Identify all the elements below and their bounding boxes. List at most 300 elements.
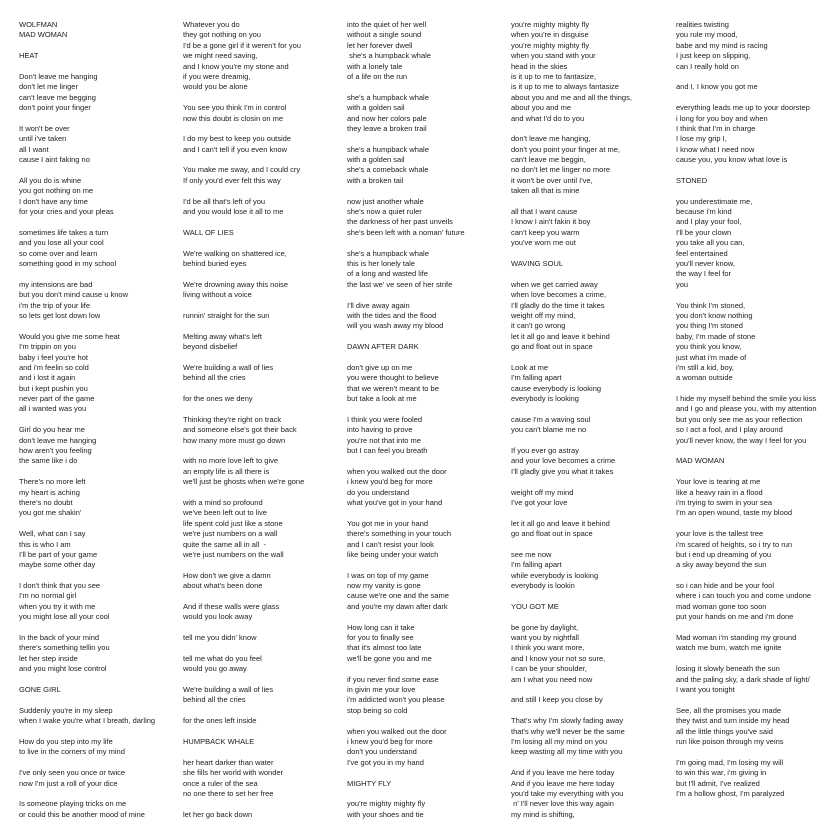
blank-line <box>676 165 840 175</box>
lyric-line: There's no more left <box>19 477 86 487</box>
lyric-line: don't give up on me <box>347 362 413 372</box>
song-title: WALL OF LIES <box>183 227 234 237</box>
song-title: DAWN AFTER DARK <box>347 342 419 352</box>
lyric-line: this is who I am <box>19 539 71 549</box>
blank-line <box>183 321 351 331</box>
lyric-line: when we get carried away <box>511 279 598 289</box>
lyric-line: i knew you'd beg for more <box>347 736 433 746</box>
blank-line <box>347 716 515 726</box>
lyric-line: about what's been done <box>183 581 263 591</box>
lyric-line: but i end up dreaming of you <box>676 549 772 559</box>
lyric-line: never part of the game <box>19 394 95 404</box>
lyric-line: you'll never know, the way I feel for you <box>676 435 807 445</box>
lyric-line: with your shoes and tie <box>347 809 424 819</box>
lyric-line: I hide my myself behind the smile you kiss <box>676 394 817 404</box>
lyric-line: with a lonely tale <box>347 61 403 71</box>
blank-line <box>19 321 187 331</box>
lyric-line: so lets get lost down low <box>19 310 101 320</box>
lyric-line: you got me shakin' <box>19 508 82 518</box>
lyric-line: and I know you're my stone and <box>183 61 289 71</box>
lyric-line: I think that I'm in charge <box>676 123 756 133</box>
lyric-line: runnin' straight for the sun <box>183 310 270 320</box>
blank-line <box>347 664 515 674</box>
lyric-line: so i can hide and be your fool <box>676 581 774 591</box>
lyric-line: and I go and please you, with my attention <box>676 404 817 414</box>
blank-line <box>676 695 840 705</box>
lyric-line: You see you think I'm in control <box>183 103 287 113</box>
lyric-line: behind all the cries <box>183 695 246 705</box>
lyric-line: losing it slowly beneath the sun <box>676 664 780 674</box>
blank-line <box>511 685 679 695</box>
blank-line <box>19 519 187 529</box>
blank-line <box>347 768 515 778</box>
song-title: GONE GIRL <box>19 685 61 694</box>
lyric-line: watch me burn, watch me ignite <box>676 643 782 653</box>
lyric-line: weight off my mind, <box>511 310 576 320</box>
lyric-line: and now her colors pale <box>347 113 427 123</box>
lyrics-column-3 <box>347 20 515 820</box>
blank-line <box>183 124 351 134</box>
lyric-line: without a single sound <box>347 30 422 40</box>
blank-line <box>19 758 187 768</box>
lyric-line: will you wash away my blood <box>347 321 444 331</box>
lyric-line: how many more must go down <box>183 435 286 445</box>
lyric-line: it won't be over until I've, <box>511 175 593 185</box>
blank-line <box>676 467 840 477</box>
lyric-line: And if these walls were glass <box>183 601 280 611</box>
blank-line <box>511 706 679 716</box>
lyric-line: put your hands on me and i'm done <box>676 612 794 622</box>
lyric-line: you were thought to believe <box>347 373 439 383</box>
lyric-line: You make me sway, and I could cry <box>183 165 301 175</box>
lyric-line: you're mighty mighty fly <box>347 799 426 809</box>
lyric-line: We're walking on shattered ice, <box>183 248 287 258</box>
lyric-line: you've worn me out <box>511 238 576 248</box>
lyric-line: realities twisting <box>676 20 729 29</box>
lyric-line: In the back of your mind <box>19 633 100 643</box>
lyric-line: sometimes life takes a turn <box>19 227 109 237</box>
lyric-line: you take all you can, <box>676 238 745 248</box>
lyric-line: we're just numbers on a wall <box>183 529 278 539</box>
lyric-line: my heart is aching <box>19 487 80 497</box>
lyric-line: a woman outside <box>676 373 733 383</box>
lyric-line: or could this be another mood of mine <box>19 809 145 819</box>
blank-line <box>19 269 187 279</box>
blank-line <box>676 519 840 529</box>
lyric-line: want you by nightfall <box>511 633 579 643</box>
lyric-line: we'll be gone you and me <box>347 653 432 663</box>
blank-line <box>347 82 515 92</box>
lyric-line: you're mighty mighty fly <box>511 20 590 29</box>
lyric-line: we might need saving, <box>183 51 258 61</box>
lyric-line: and I play your fool, <box>676 217 742 227</box>
lyric-line: don't let me linger <box>19 82 78 92</box>
lyric-line: I know I ain't fakin it boy <box>511 217 591 227</box>
blank-line <box>676 446 840 456</box>
song-title: YOU GOT ME <box>511 601 559 611</box>
blank-line <box>19 415 187 425</box>
lyric-line: quite the same all in all - <box>183 539 266 549</box>
lyric-line: where i can touch you and come undone <box>676 591 812 601</box>
blank-line <box>347 238 515 248</box>
blank-line <box>676 72 840 82</box>
lyric-line: an empty life is all there is <box>183 466 270 476</box>
lyric-line: now this doubt is closin on me <box>183 113 284 123</box>
lyric-line: I'm falling apart <box>511 560 562 570</box>
lyric-line: like a heavy rain in a flood <box>676 487 763 497</box>
lyric-line: and i'm feelin so cold <box>19 362 89 372</box>
lyric-line: How do you step into my life <box>19 736 113 746</box>
blank-line <box>676 571 840 581</box>
lyric-line: if you were dreamig, <box>183 71 251 81</box>
lyric-line: can't leave me begging <box>19 92 96 102</box>
lyric-line: she's a humpback whale <box>347 51 431 61</box>
lyric-line: You think I'm stoned, <box>676 300 746 310</box>
lyric-line: I know what I need now <box>676 144 755 154</box>
lyric-line: I've got your love <box>511 497 568 507</box>
lyric-line: the same like i do <box>19 456 78 466</box>
lyric-line: for the ones we deny <box>183 394 253 404</box>
blank-line <box>511 477 679 487</box>
lyric-line: about you and me and all the things, <box>511 92 632 102</box>
lyric-line: n' I'll never love this way again <box>511 799 614 809</box>
lyric-line: when you stand with your <box>511 51 596 61</box>
blank-line <box>183 706 351 716</box>
lyric-line: I don't think that you see <box>19 581 101 591</box>
lyric-line: and you're my dawn after dark <box>347 601 448 611</box>
blank-line <box>19 467 187 477</box>
blank-line <box>347 560 515 570</box>
lyric-line: Suddenly you're in my sleep <box>19 705 113 715</box>
lyric-line: you underestimate me, <box>676 196 753 206</box>
lyric-line: i long for you boy and when <box>676 113 768 123</box>
lyric-line: would you go away <box>183 664 247 674</box>
song-title: MAD WOMAN <box>19 30 68 40</box>
song-title: STONED <box>676 175 708 185</box>
lyric-line: see me now <box>511 549 552 559</box>
blank-line <box>183 623 351 633</box>
lyric-line: feel entertained <box>676 248 728 258</box>
blank-line <box>676 384 840 394</box>
lyric-line: maybe some other day <box>19 560 96 570</box>
lyric-line: it can't go wrong <box>511 321 566 331</box>
blank-line <box>19 165 187 175</box>
lyric-line: and i lost it again <box>19 373 76 383</box>
lyric-line: i'm still a kid, boy, <box>676 362 734 372</box>
lyric-line: the way I feel for <box>676 269 732 279</box>
blank-line <box>347 612 515 622</box>
lyric-line: they leave a broken trail <box>347 123 427 133</box>
lyric-line: now just another whale <box>347 196 424 206</box>
lyric-line: I'm losing all my mind on you <box>511 736 608 746</box>
lyrics-column-2 <box>183 20 351 820</box>
lyric-line: don't you understand <box>347 747 417 757</box>
blank-line <box>183 301 351 311</box>
lyric-line: all i wanted was you <box>19 404 87 414</box>
song-title: MIGHTY FLY <box>347 778 392 788</box>
lyric-line: don't you point your finger at me, <box>511 144 620 154</box>
lyric-line: that we weren't meant to be <box>347 383 439 393</box>
blank-line <box>347 456 515 466</box>
lyric-line: mad woman gone too soon <box>676 601 767 611</box>
lyric-line: i'm the trip of your life <box>19 300 91 310</box>
lyric-line: Would you give me some heat <box>19 331 120 341</box>
blank-line <box>347 332 515 342</box>
blank-line <box>183 591 351 601</box>
lyric-line: don't leave me hanging, <box>511 134 591 144</box>
lyric-line: would you look away <box>183 612 253 622</box>
lyric-line: cause I'm a waving soul <box>511 414 591 424</box>
lyric-line: but i kept pushin you <box>19 383 88 393</box>
lyric-line: with a golden sail <box>347 155 405 165</box>
blank-line <box>183 353 351 363</box>
lyric-line: my intensions are bad <box>19 279 93 289</box>
lyric-line: I do my best to keep you outside <box>183 134 291 144</box>
lyric-line: and I know your not so sure, <box>511 653 606 663</box>
lyric-line: she's a humpback whale <box>347 248 429 258</box>
lyric-line: cause you, you know what love is <box>676 155 788 165</box>
lyric-line: It won't be over <box>19 123 70 133</box>
lyric-line: no one there to set her free <box>183 788 274 798</box>
lyric-line: about you and me <box>511 103 572 113</box>
lyric-line: and your love becomes a crime <box>511 456 616 466</box>
lyric-line: when love becomes a crime, <box>511 290 607 300</box>
lyric-line: when you try it with me <box>19 601 96 611</box>
lyric-line: taken all that is mine <box>511 186 580 196</box>
lyric-line: We're building a wall of lies <box>183 362 274 372</box>
lyric-line: there's something tellin you <box>19 643 110 653</box>
lyric-line: and you would lose it all to me <box>183 207 284 217</box>
lyric-line: i'm addicted won't you please <box>347 695 445 705</box>
lyric-line: of a long and wasted life <box>347 269 428 279</box>
lyric-line: living without a voice <box>183 290 252 300</box>
blank-line <box>183 404 351 414</box>
lyric-line: everything leads me up to your doorstep <box>676 103 810 113</box>
lyrics-column-5 <box>676 20 840 799</box>
lyric-line: this is her lonely tale <box>347 258 415 268</box>
lyric-line: you think you know, <box>676 342 742 352</box>
lyric-line: but take a look at me <box>347 394 417 404</box>
lyric-line: And if you leave me here today <box>511 768 615 778</box>
blank-line <box>183 384 351 394</box>
lyric-line: with a mind so profound <box>183 497 263 507</box>
blank-line <box>183 155 351 165</box>
lyric-line: when you walked out the door <box>347 726 447 736</box>
lyric-line: I'm no normal girl <box>19 591 77 601</box>
lyric-line: I'd be all that's left of you <box>183 196 266 206</box>
lyric-line: no don't let me linger no more <box>511 165 610 175</box>
lyric-line: everybody is lookin <box>511 581 575 591</box>
blank-line <box>347 353 515 363</box>
lyric-line: into the quiet of her well <box>347 20 427 29</box>
lyric-line: I'm trippin on you <box>19 342 76 352</box>
lyric-line: How don't we give a damn <box>183 570 271 580</box>
blank-line <box>183 269 351 279</box>
lyric-line: keep wasting all my time with you <box>511 747 623 757</box>
lyric-line: because i'm kind <box>676 207 732 217</box>
lyric-line: Mad woman i'm standing my ground <box>676 633 797 643</box>
blank-line <box>511 612 679 622</box>
lyric-line: you don't know nothing <box>676 310 753 320</box>
lyric-line: i knew you'd beg for more <box>347 477 433 487</box>
lyric-line: but you don't mind cause u know <box>19 290 128 300</box>
lyric-line: my mind is shifting, <box>511 809 575 819</box>
lyric-line: I think you were fooled <box>347 414 423 424</box>
song-title: HEAT <box>19 51 39 61</box>
lyric-line: to win this war, i'm giving in <box>676 768 767 778</box>
blank-line <box>19 727 187 737</box>
blank-line <box>347 290 515 300</box>
blank-line <box>183 186 351 196</box>
blank-line <box>183 643 351 653</box>
lyric-line: a sky away beyond the sun <box>676 560 767 570</box>
lyric-line: you'd take my everything with you <box>511 788 624 798</box>
lyric-line: with a broken tail <box>347 175 404 185</box>
blank-line <box>676 623 840 633</box>
blank-line <box>183 799 351 809</box>
lyric-line: be gone by daylight, <box>511 622 579 632</box>
lyric-line: with a golden sail <box>347 103 405 113</box>
blank-line <box>183 560 351 570</box>
lyric-line: baby i feel you're hot <box>19 352 88 362</box>
blank-line <box>347 508 515 518</box>
blank-line <box>511 436 679 446</box>
lyric-line: you'll never know, <box>676 258 735 268</box>
lyric-line: I want you tonight <box>676 685 735 694</box>
lyric-line: We're building a wall of lies <box>183 685 274 694</box>
lyric-line: she's been left with a noman' future <box>347 227 465 237</box>
lyrics-column-1 <box>19 20 187 820</box>
lyric-line: Thinking they're right on track <box>183 414 282 424</box>
song-title: HUMPBACK WHALE <box>183 736 255 746</box>
lyric-line: now my vanity is gone <box>347 581 421 591</box>
lyric-line: they got nothing on you <box>183 30 261 40</box>
blank-line <box>511 540 679 550</box>
lyric-line: let her step inside <box>19 653 78 663</box>
lyric-line: and the paling sky, a dark shade of light/ <box>676 674 810 684</box>
lyric-line: is it up to me to always fantasize <box>511 82 619 92</box>
blank-line <box>183 675 351 685</box>
blank-line <box>19 114 187 124</box>
lyric-line: baby, I'm made of stone <box>676 331 756 341</box>
lyric-line: all I want <box>19 144 49 154</box>
lyric-line: you <box>676 279 689 289</box>
lyric-line: let it all go and leave it behind <box>511 331 610 341</box>
lyric-line: I don't have any time <box>19 196 88 206</box>
lyric-line: Your love is tearing at me <box>676 477 761 487</box>
lyric-line: for your cries and your pleas <box>19 207 114 217</box>
lyric-line: like being under your watch <box>347 549 439 559</box>
lyric-line: when you walked out the door <box>347 466 447 476</box>
lyric-line: if you never find some ease <box>347 674 439 684</box>
lyric-line: I'm a hollow ghost, I'm paralyzed <box>676 788 785 798</box>
lyric-line: we'll just be ghosts when we're gone <box>183 477 305 487</box>
lyric-line: she's a comeback whale <box>347 165 429 175</box>
lyric-line: can I really hold on <box>676 61 739 71</box>
lyric-line: I've got you in my hand <box>347 757 424 767</box>
lyric-line: I just keep on slipping, <box>676 51 751 61</box>
lyric-line: I'm an open wound, taste my blood <box>676 508 793 518</box>
lyric-line: you got nothing on me <box>19 186 94 196</box>
lyric-line: so come over and learn <box>19 248 98 258</box>
lyric-line: into having to prove <box>347 425 413 435</box>
lyric-line: she fills her world with wonder <box>183 768 284 778</box>
blank-line <box>19 571 187 581</box>
lyric-line: how aren't you feeling <box>19 446 92 456</box>
lyric-line: Is someone playing tricks on me <box>19 799 127 809</box>
lyric-line: of a life on the run <box>347 71 408 81</box>
lyric-line: in givin me your love <box>347 685 416 694</box>
blank-line <box>183 446 351 456</box>
lyric-line: behind buried eyes <box>183 258 247 268</box>
lyric-line: run like poison through my veins <box>676 736 784 746</box>
lyric-line: and you lose all your cool <box>19 238 104 248</box>
blank-line <box>183 238 351 248</box>
lyric-line: Look at me <box>511 362 549 372</box>
lyric-line: with the tides and the flood <box>347 310 437 320</box>
blank-line <box>347 789 515 799</box>
lyric-line: you can't blame me no <box>511 425 587 435</box>
lyric-line: she's a humpback whale <box>347 144 429 154</box>
lyric-line: If you ever go astray <box>511 446 579 456</box>
blank-line <box>511 758 679 768</box>
lyric-line: what you've got in your hand <box>347 497 443 507</box>
blank-line <box>511 404 679 414</box>
lyric-line: we're just numbers on the wall <box>183 549 284 559</box>
blank-line <box>511 197 679 207</box>
lyric-line: your love is the tallest tree <box>676 529 764 539</box>
lyric-line: you might lose all your cool <box>19 612 110 622</box>
blank-line <box>19 623 187 633</box>
lyric-line: to live in the corners of my mind <box>19 747 125 757</box>
song-title: WAVING SOUL <box>511 258 564 268</box>
blank-line <box>183 488 351 498</box>
lyric-line: and you might lose control <box>19 664 107 674</box>
blank-line <box>183 217 351 227</box>
blank-line <box>676 747 840 757</box>
lyric-line: can't keep you warm <box>511 227 580 237</box>
lyric-line: that's why we'll never be the same <box>511 726 625 736</box>
lyric-line: And if you leave me here today <box>511 778 615 788</box>
blank-line <box>183 93 351 103</box>
blank-line <box>19 695 187 705</box>
blank-line <box>347 186 515 196</box>
lyric-line: she's a humpback whale <box>347 92 429 102</box>
lyric-line: I'll be your clown <box>676 227 732 237</box>
lyric-line: and what I'd do to you <box>511 113 585 123</box>
lyric-line: when you're in disguise <box>511 30 589 40</box>
song-title: WOLFMAN <box>19 20 58 29</box>
blank-line <box>511 249 679 259</box>
lyric-line: That's why I'm slowly fading away <box>511 716 624 726</box>
blank-line <box>19 789 187 799</box>
lyric-line: there's no doubt <box>19 497 73 507</box>
lyric-line: I'm falling apart <box>511 373 562 383</box>
lyric-line: cause I aint faking no <box>19 155 90 165</box>
lyric-line: I'd be a gone girl if it weren't for you <box>183 40 301 50</box>
lyric-line: and I can't tell if you even know <box>183 144 287 154</box>
lyric-line: and someone else's got their back <box>183 425 297 435</box>
lyric-line: babe and my mind is racing <box>676 40 768 50</box>
lyric-line: but you only see me as your reflection <box>676 414 803 424</box>
lyric-line: all the little things you've said <box>676 726 773 736</box>
lyric-line: do you understand <box>347 487 410 497</box>
lyric-line: go and float out in space <box>511 342 593 352</box>
lyric-line: and still I keep you close by <box>511 695 603 705</box>
blank-line <box>19 41 187 51</box>
lyric-line: I was on top of my game <box>347 570 429 580</box>
lyric-line: behind all the cries <box>183 373 246 383</box>
